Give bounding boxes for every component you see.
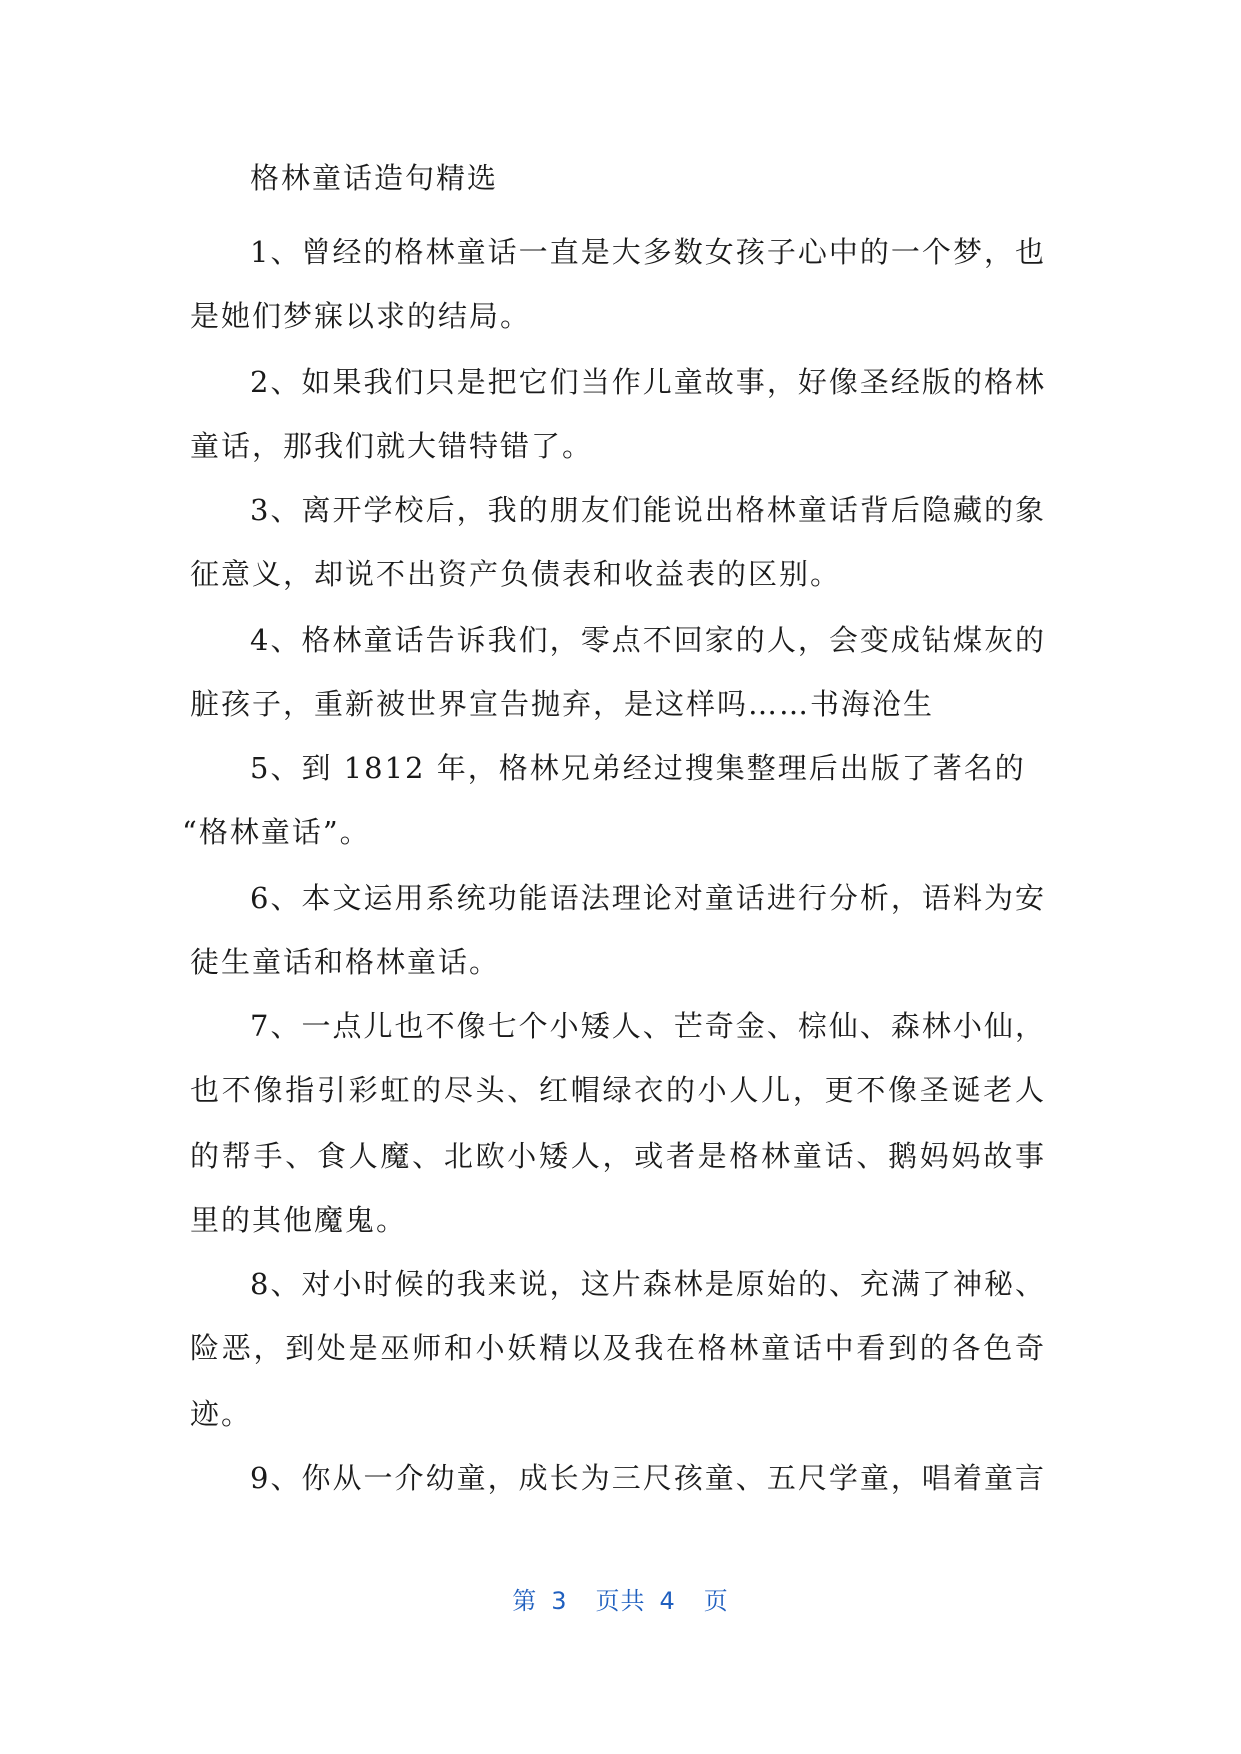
text-line: 9、你从一介幼童，成长为三尺孩童、五尺学童，唱着童言 <box>250 1461 1046 1495</box>
text-line: 3、离开学校后，我的朋友们能说出格林童话背后隐藏的象 <box>250 493 1046 527</box>
text-line: 的帮手、食人魔、北欧小矮人，或者是格林童话、鹅妈妈故事 <box>190 1139 1046 1173</box>
text-line: 也不像指引彩虹的尽头、红帽绿衣的小人儿，更不像圣诞老人 <box>190 1073 1046 1107</box>
text-line: 险恶，到处是巫师和小妖精以及我在格林童话中看到的各色奇 <box>190 1331 1046 1365</box>
text-line: 8、对小时候的我来说，这片森林是原始的、充满了神秘、 <box>250 1267 1046 1301</box>
text-line: 1、曾经的格林童话一直是大多数女孩子心中的一个梦，也 <box>250 235 1046 269</box>
text-line: 徒生童话和格林童话。 <box>190 945 501 979</box>
text-line: 征意义，却说不出资产负债表和收益表的区别。 <box>190 557 842 591</box>
text-line: 里的其他魔鬼。 <box>190 1203 408 1237</box>
text-line: 6、本文运用系统功能语法理论对童话进行分析，语料为安 <box>250 881 1046 915</box>
text-line: 是她们梦寐以求的结局。 <box>190 299 532 333</box>
text-line: 5、到 1812 年，格林兄弟经过搜集整理后出版了著名的 <box>250 751 1026 785</box>
current-page-number: 3 <box>551 1587 568 1615</box>
text-line: 7、一点儿也不像七个小矮人、芒奇金、棕仙、森林小仙， <box>250 1009 1046 1043</box>
text-line: 脏孩子，重新被世界宣告抛弃，是这样吗……书海沧生 <box>190 687 935 721</box>
text-line: 童话，那我们就大错特错了。 <box>190 429 594 463</box>
text-line: 2、如果我们只是把它们当作儿童故事，好像圣经版的格林 <box>250 365 1046 399</box>
text-line: 迹。 <box>190 1397 253 1431</box>
document-title: 格林童话造句精选 <box>250 161 499 195</box>
text-line: “格林童话”。 <box>182 815 371 849</box>
page-label-middle: 页共 <box>595 1587 646 1615</box>
text-line: 4、格林童话告诉我们，零点不回家的人，会变成钻煤灰的 <box>250 623 1046 657</box>
page-footer <box>0 1581 1241 1616</box>
page-label-suffix: 页 <box>703 1587 729 1615</box>
page-label-prefix: 第 <box>512 1587 538 1615</box>
total-pages-number: 4 <box>659 1587 676 1615</box>
